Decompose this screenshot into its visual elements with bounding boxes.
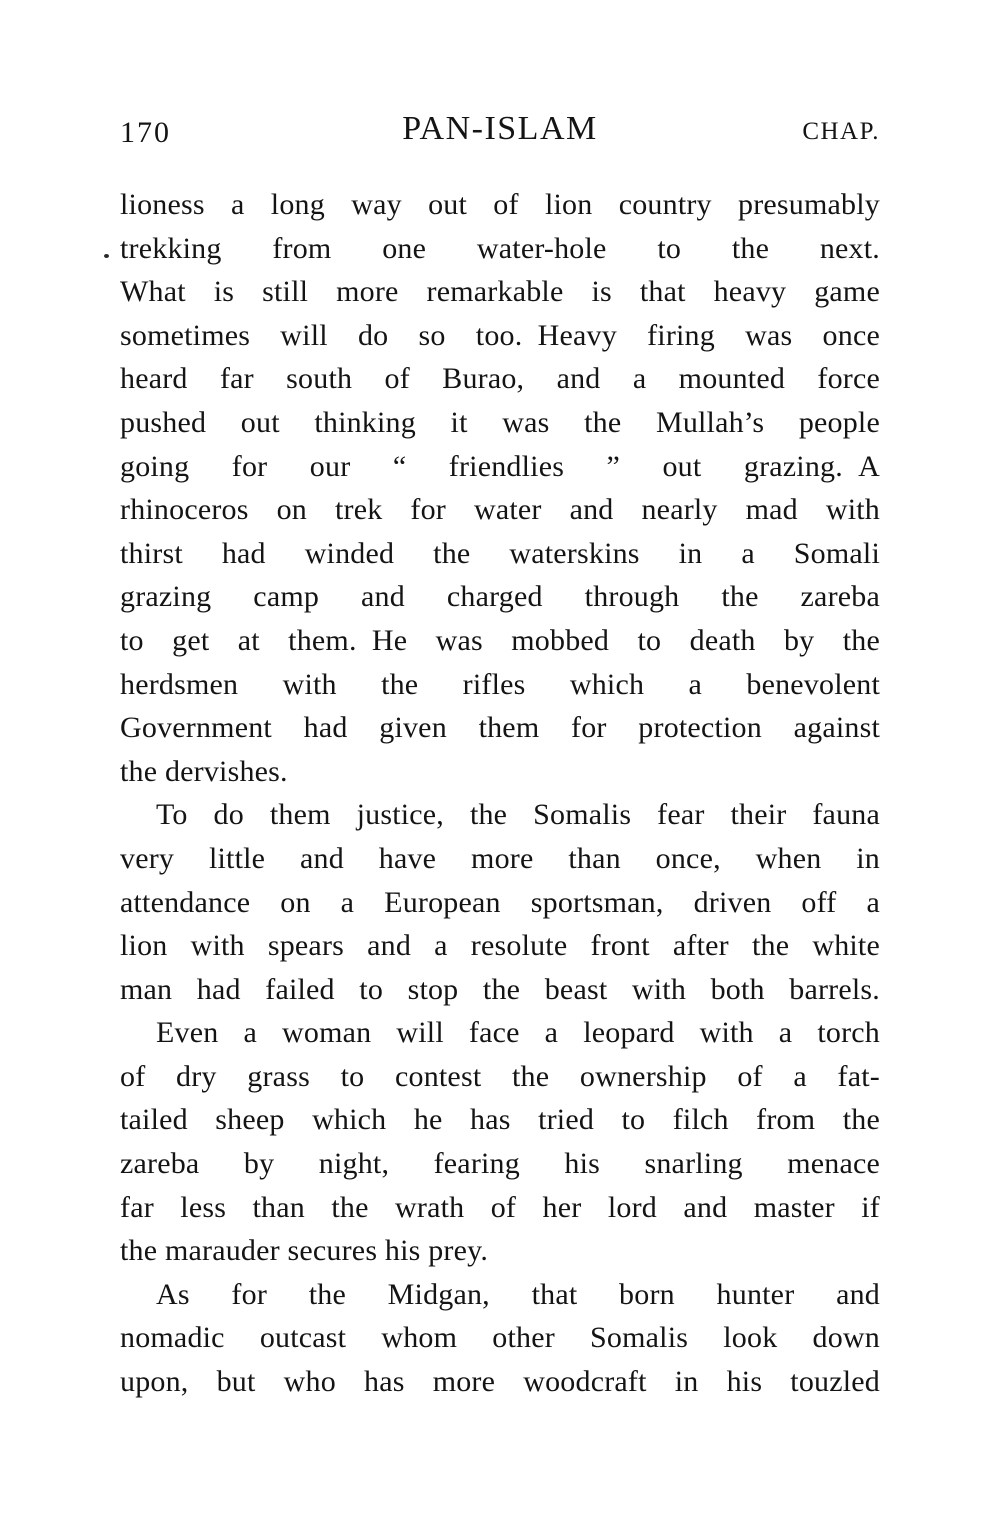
- text-line-5: heard far south of Burao, and a mounted force: [120, 362, 880, 396]
- body-text: [120, 183, 880, 1404]
- text-line-10: grazing camp and charged through the zareba: [120, 580, 880, 614]
- ink-speck-artifact: [104, 254, 109, 258]
- text-line-12: herdsmen with the rifles which a benevolent: [120, 667, 880, 701]
- text-line-15: To do them justice, the Somalis fear their fauna: [156, 798, 880, 832]
- text-line-23: zareba by night, fearing his snarling menace: [120, 1147, 880, 1181]
- text-line-22: tailed sheep which he has tried to filch from the: [120, 1103, 880, 1137]
- text-line-18: lion with spears and a resolute front after the white: [120, 929, 880, 963]
- page-header: [120, 110, 880, 152]
- text-line-4: sometimes will do so too. Heavy firing was once: [120, 318, 880, 352]
- text-line-13: Government had given them for protection against: [120, 711, 880, 745]
- running-title: PAN-ISLAM: [402, 110, 598, 147]
- text-line-17: attendance on a European sportsman, driven off a: [120, 885, 880, 919]
- page-number: 170: [120, 116, 171, 149]
- text-line-24: far less than the wrath of her lord and master if: [120, 1190, 880, 1224]
- chapter-label: CHAP.: [802, 118, 880, 145]
- text-line-8: rhinoceros on trek for water and nearly mad with: [120, 493, 880, 527]
- text-line-20: Even a woman will face a leopard with a torch: [156, 1016, 880, 1050]
- text-line-26: As for the Midgan, that born hunter and: [156, 1277, 880, 1311]
- text-line-7: going for our “ friendlies ” out grazing. A: [120, 449, 880, 483]
- text-line-14: the dervishes.: [120, 754, 288, 788]
- text-line-1: lioness a long way out of lion country presumably: [120, 188, 880, 221]
- text-line-28: upon, but who has more woodcraft in his touzled: [120, 1365, 880, 1399]
- text-line-19: man had failed to stop the beast with both barrels.: [120, 972, 880, 1006]
- text-line-2: trekking from one water-hole to the next.: [120, 231, 880, 265]
- text-line-11: to get at them. He was mobbed to death by the: [120, 623, 880, 657]
- text-line-6: pushed out thinking it was the Mullah’s people: [120, 405, 880, 439]
- text-line-3: What is still more remarkable is that heavy game: [120, 275, 880, 309]
- text-line-9: thirst had winded the waterskins in a Somali: [120, 536, 880, 570]
- text-line-21: of dry grass to contest the ownership of a fat-: [120, 1059, 880, 1093]
- text-line-25: the marauder secures his prey.: [120, 1234, 489, 1268]
- text-line-16: very little and have more than once, when in: [120, 841, 880, 875]
- text-line-27: nomadic outcast whom other Somalis look down: [120, 1321, 880, 1355]
